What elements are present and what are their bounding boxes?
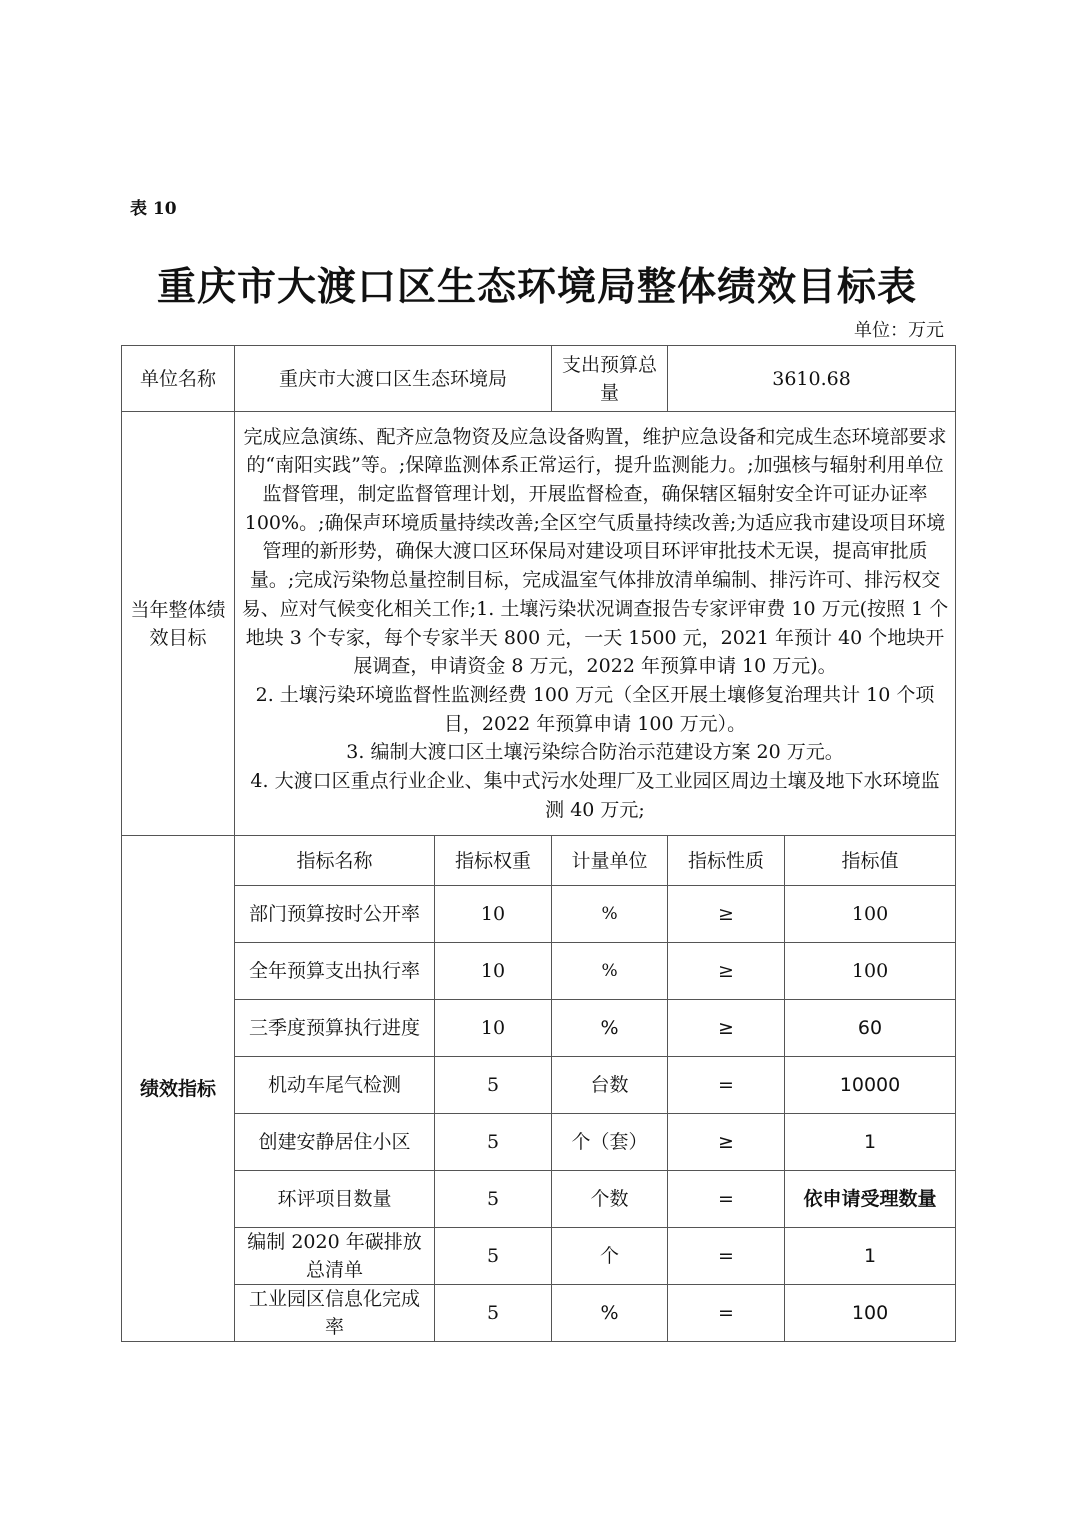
unit-name-value: 重庆市大渡口区生态环境局 bbox=[235, 346, 552, 412]
indicator-value: 1 bbox=[785, 1228, 956, 1285]
indicator-nature: = bbox=[668, 1228, 785, 1285]
indicator-name: 创建安静居住小区 bbox=[235, 1114, 435, 1171]
goal-paragraph: 2. 土壤污染环境监督性监测经费 100 万元（全区开展土壤修复治理共计 10 个项目，2022 年预算申请 100 万元）。 bbox=[255, 683, 935, 735]
goal-text bbox=[235, 412, 956, 836]
indicator-row bbox=[122, 1057, 956, 1114]
budget-value: 3610.68 bbox=[668, 346, 956, 412]
page-title: 重庆市大渡口区生态环境局整体绩效目标表 bbox=[156, 265, 917, 310]
indicator-unit: 个数 bbox=[552, 1171, 668, 1228]
indicator-name: 环评项目数量 bbox=[235, 1171, 435, 1228]
indicator-name: 机动车尾气检测 bbox=[235, 1057, 435, 1114]
indicator-name: 三季度预算执行进度 bbox=[235, 1000, 435, 1057]
indicator-unit: % bbox=[552, 1285, 668, 1342]
info-row bbox=[122, 346, 956, 412]
indicator-value: 100 bbox=[785, 943, 956, 1000]
unit-name-label: 单位名称 bbox=[122, 346, 235, 412]
indicator-name: 工业园区信息化完成率 bbox=[235, 1285, 435, 1342]
column-header-nature: 指标性质 bbox=[668, 836, 785, 886]
indicator-row bbox=[122, 1285, 956, 1342]
indicator-nature: ≥ bbox=[668, 1114, 785, 1171]
indicator-name: 编制 2020 年碳排放总清单 bbox=[235, 1228, 435, 1285]
indicator-row bbox=[122, 1114, 956, 1171]
indicator-value: 1 bbox=[785, 1114, 956, 1171]
goal-row bbox=[122, 412, 956, 836]
indicator-row bbox=[122, 1000, 956, 1057]
indicator-weight: 5 bbox=[435, 1057, 552, 1114]
indicator-name: 全年预算支出执行率 bbox=[235, 943, 435, 1000]
indicator-nature: ≥ bbox=[668, 886, 785, 943]
indicator-unit: % bbox=[552, 943, 668, 1000]
goal-paragraph: 4. 大渡口区重点行业企业、集中式污水处理厂及工业园区周边土壤及地下水环境监测 40 万元; bbox=[250, 770, 940, 821]
indicator-unit: 台数 bbox=[552, 1057, 668, 1114]
indicator-unit: 个 bbox=[552, 1228, 668, 1285]
indicator-value: 依申请受理数量 bbox=[785, 1171, 956, 1228]
indicator-value: 100 bbox=[785, 886, 956, 943]
goal-label: 当年整体绩效目标 bbox=[122, 412, 235, 836]
indicator-weight: 5 bbox=[435, 1285, 552, 1342]
indicator-nature: = bbox=[668, 1057, 785, 1114]
indicator-nature: ≥ bbox=[668, 943, 785, 1000]
column-header-weight: 指标权重 bbox=[435, 836, 552, 886]
indicator-row bbox=[122, 1171, 956, 1228]
indicator-value: 10000 bbox=[785, 1057, 956, 1114]
indicator-weight: 10 bbox=[435, 943, 552, 1000]
column-header-unit: 计量单位 bbox=[552, 836, 668, 886]
goal-paragraph: 3. 编制大渡口区土壤污染综合防治示范建设方案 20 万元。 bbox=[346, 741, 844, 764]
indicator-row bbox=[122, 886, 956, 943]
indicator-value: 100 bbox=[785, 1285, 956, 1342]
indicator-weight: 10 bbox=[435, 1000, 552, 1057]
performance-goal-table bbox=[121, 345, 956, 1342]
column-header-value: 指标值 bbox=[785, 836, 956, 886]
table-number: 表 10 bbox=[130, 199, 177, 219]
indicator-weight: 10 bbox=[435, 886, 552, 943]
indicators-label: 绩效指标 bbox=[122, 836, 235, 1342]
budget-label: 支出预算总量 bbox=[552, 346, 668, 412]
column-header-name: 指标名称 bbox=[235, 836, 435, 886]
indicator-nature: = bbox=[668, 1285, 785, 1342]
indicator-row bbox=[122, 1228, 956, 1285]
indicator-unit: 个（套） bbox=[552, 1114, 668, 1171]
indicator-weight: 5 bbox=[435, 1114, 552, 1171]
indicator-nature: ≥ bbox=[668, 1000, 785, 1057]
unit-note: 单位：万元 bbox=[854, 320, 944, 341]
indicator-nature: = bbox=[668, 1171, 785, 1228]
indicator-unit: % bbox=[552, 1000, 668, 1057]
indicator-value: 60 bbox=[785, 1000, 956, 1057]
indicator-header-row bbox=[122, 836, 956, 886]
indicator-weight: 5 bbox=[435, 1228, 552, 1285]
indicator-weight: 5 bbox=[435, 1171, 552, 1228]
indicator-unit: % bbox=[552, 886, 668, 943]
goal-paragraph: 完成应急演练、配齐应急物资及应急设备购置，维护应急设备和完成生态环境部要求的“南阳实践”等。;保障监测体系正常运行，提升监测能力。;加强核与辐射利用单位监督管理，制定监督管理计划，开展监督检查，确保辖区辐射安全许可证办证率 100%。;确保声环境质量持续改善;全区空气质量持续改善;为适应我市建设项目环境管理的新形势，确保大渡口区环保局对建设项目环评审批技术无误，提高审批质量。;完成污染物总量控制目标，完成温室气体排放清单编制、排污许可、排污权交易、应对气候变化相关工作;1. 土壤污染状况调查报告专家评审费 10 万元(按照 1 个地块 3 个专家，每个专家半天 800 元，一天 1500 元，2021 年预计 40 个地块开展调查，申请资金 8 万元，2022 年预算申请 10 万元)。 bbox=[241, 425, 949, 678]
indicator-row bbox=[122, 943, 956, 1000]
indicator-name: 部门预算按时公开率 bbox=[235, 886, 435, 943]
